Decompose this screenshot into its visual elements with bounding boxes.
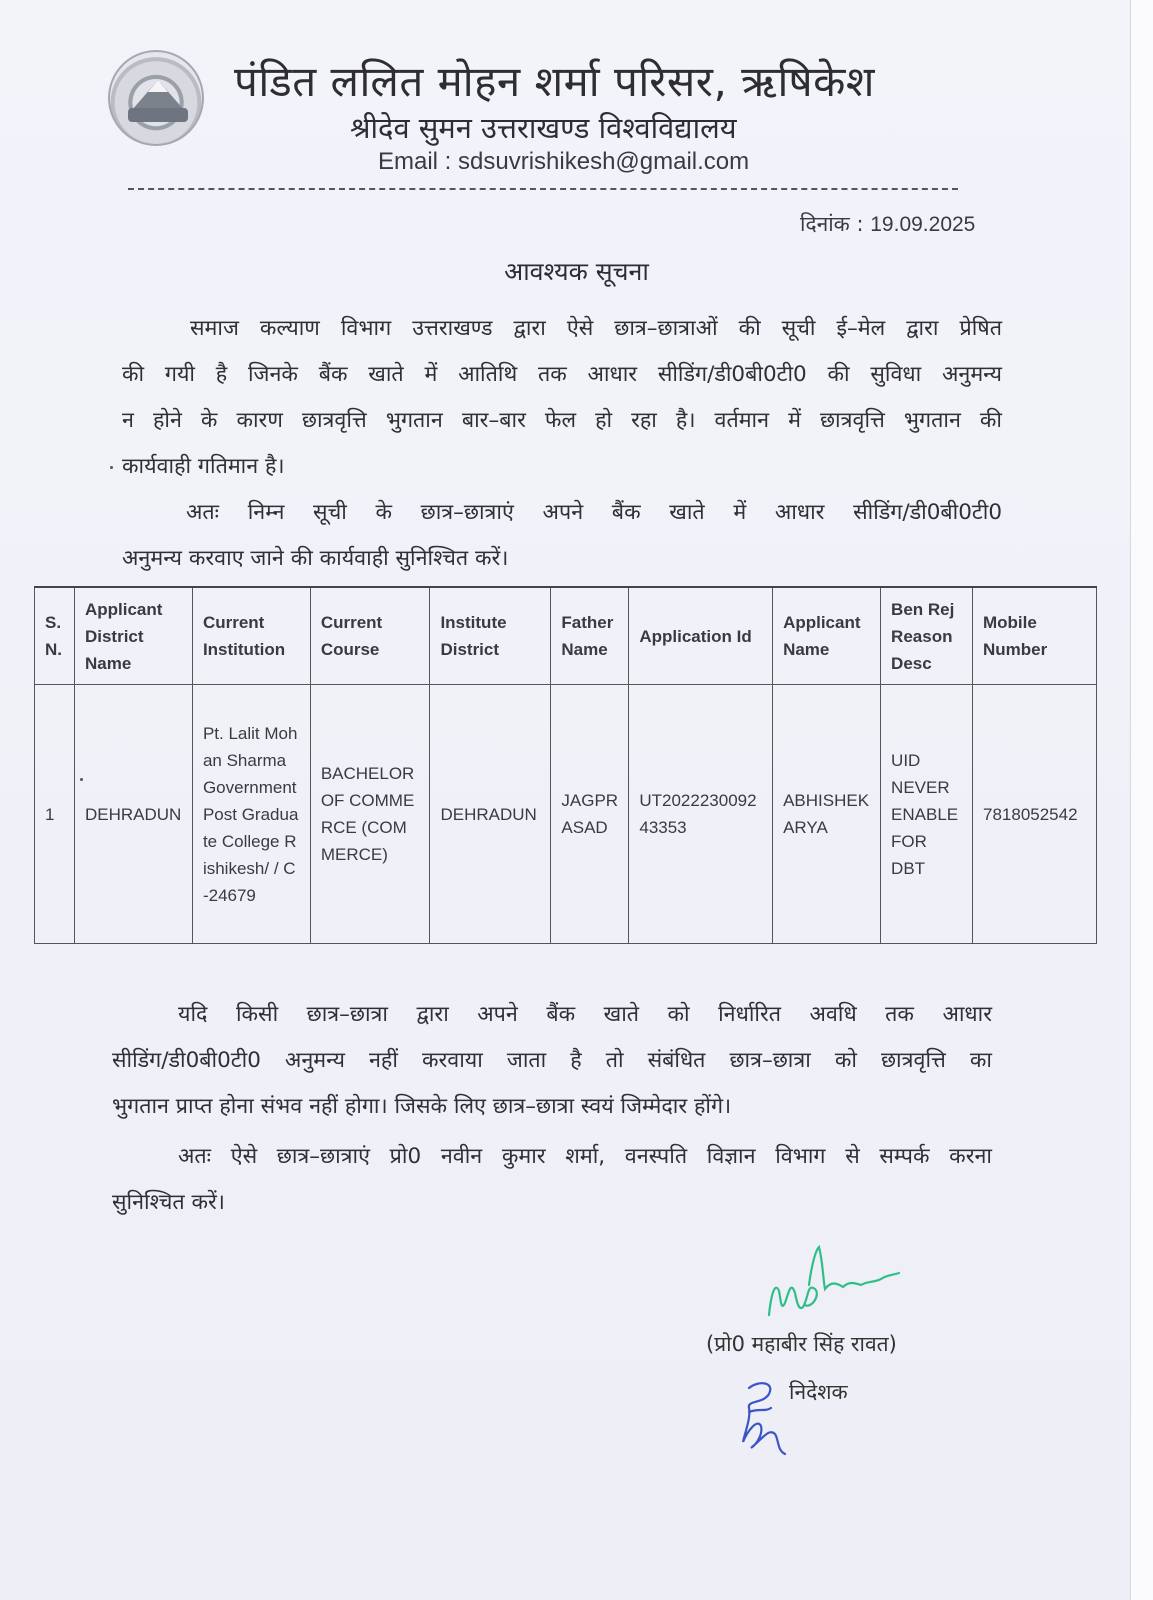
column-header: Institute District	[430, 587, 551, 685]
column-header: Current Institution	[192, 587, 310, 685]
header-divider	[128, 188, 958, 190]
cell-application-id: UT202223009243353	[629, 685, 773, 944]
cell-applicant-name: ABHISHEK ARYA	[773, 685, 881, 944]
signer-name: (प्रो0 महाबीर सिंह रावत)	[706, 1332, 897, 1356]
cell-institute-district: DEHRADUN	[430, 685, 551, 944]
paragraph-3	[112, 992, 992, 1130]
date-line	[800, 210, 975, 238]
cell-current-course: BACHELOR OF COMMERCE (COMMERCE)	[310, 685, 430, 944]
university-seal-logo	[108, 50, 204, 146]
cell-father-name: JAGPRASAD	[551, 685, 629, 944]
cell-mobile-number: 7818052542	[973, 685, 1097, 944]
cell-serial: 1	[35, 685, 75, 944]
table-row	[35, 685, 1097, 944]
paragraph-3-line: भुगतान प्राप्त होना संभव नहीं होगा। जिसके लिए छात्र–छात्रा स्वयं जिम्मेदार होंगे।	[112, 1094, 732, 1119]
cell-current-institution: Pt. Lalit Mohan Sharma Government Post Graduate College Rishikesh/ / C-24679	[192, 685, 310, 944]
paragraph-4-line: सुनिश्चित करें।	[112, 1190, 225, 1215]
signature-stroke	[769, 1247, 899, 1315]
column-header: Father Name	[551, 587, 629, 685]
paragraph-3-line: यदि किसी छात्र–छात्रा द्वारा अपने बैंक खाते को निर्धारित अवधि तक आधार	[178, 1002, 992, 1027]
cell-rejection-reason: UID NEVER ENABLE FOR DBT	[881, 685, 973, 944]
column-header: Application Id	[629, 587, 773, 685]
paragraph-1-line: समाज कल्याण विभाग उत्तराखण्ड द्वारा ऐसे छात्र–छात्राओं की सूची ई–मेल द्वारा प्रेषित	[190, 316, 1002, 341]
paragraph-1-line: कार्यवाही गतिमान है।	[122, 454, 285, 479]
column-header: Ben Rej Reason Desc	[881, 587, 973, 685]
date-label: दिनांक :	[800, 212, 864, 236]
signer-designation: निदेशक	[789, 1380, 848, 1404]
landscape-icon	[128, 108, 188, 122]
paragraph-4-line: अतः ऐसे छात्र–छात्राएं प्रो0 नवीन कुमार शर्मा, वनस्पति विज्ञान विभाग से सम्पर्क करना	[178, 1144, 992, 1169]
paragraph-2-line: अनुमन्य करवाए जाने की कार्यवाही सुनिश्चित करें।	[122, 546, 509, 571]
page-edge	[1130, 0, 1153, 1600]
campus-name: पंडित ललित मोहन शर्मा परिसर, ऋषिकेश	[234, 57, 875, 106]
column-header: S. N.	[35, 587, 75, 685]
notice-title: आवश्यक सूचना	[504, 257, 649, 286]
paragraph-3-line: सीडिंग/डी0बी0टी0 अनुमन्य नहीं करवाया जाता है तो संबंधित छात्र–छात्रा को छात्रवृत्ति का	[112, 1048, 992, 1073]
column-header: Mobile Number	[973, 587, 1097, 685]
initials-stroke	[743, 1383, 785, 1454]
table-header-row	[35, 587, 1097, 685]
column-header: Applicant Name	[773, 587, 881, 685]
paragraph-1-line: न होने के कारण छात्रवृत्ति भुगतान बार–बार फेल हो रहा है। वर्तमान में छात्रवृत्ति भुगतान की	[122, 408, 1002, 433]
column-header: Applicant District Name	[74, 587, 192, 685]
email-line: Email : sdsuvrishikesh@gmail.com	[378, 148, 750, 175]
date-value: 19.09.2025	[870, 213, 976, 236]
cell-applicant-district: DEHRADUN	[74, 685, 192, 944]
green-signature	[765, 1245, 905, 1325]
students-table	[34, 586, 1097, 944]
university-name: श्रीदेव सुमन उत्तराखण्ड विश्वविद्यालय	[350, 111, 737, 145]
blue-initials	[735, 1378, 805, 1458]
column-header: Current Course	[310, 587, 430, 685]
paragraph-4	[112, 1134, 992, 1226]
scan-speck	[80, 778, 83, 781]
scan-speck	[110, 466, 113, 469]
snow-peak-icon	[148, 80, 168, 92]
paragraph-1-line: की गयी है जिनके बैंक खाते में आतिथि तक आधार सीडिंग/डी0बी0टी0 की सुविधा अनुमन्य	[122, 362, 1002, 387]
paragraph-2-line: अतः निम्न सूची के छात्र–छात्राएं अपने बैंक खाते में आधार सीडिंग/डी0बी0टी0	[186, 500, 1002, 525]
paragraph-1	[122, 306, 1002, 490]
paragraph-2	[122, 490, 1002, 582]
